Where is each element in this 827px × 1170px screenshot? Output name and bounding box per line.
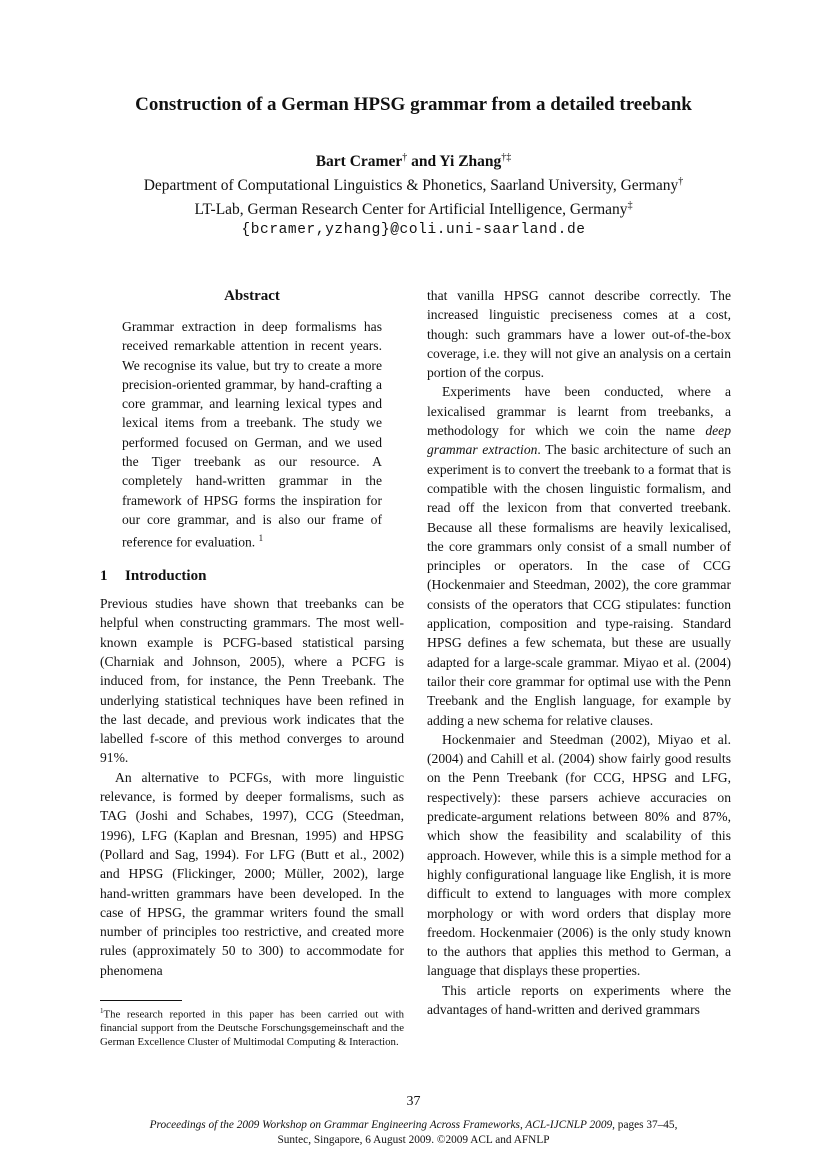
body-paragraph — [427, 382, 731, 729]
left-column — [100, 286, 404, 980]
author-name: Yi Zhang — [439, 153, 502, 171]
body-paragraph: Previous studies have shown that treebanks can be helpful when constructing grammars. The most well-known example is PCFG-based statistical parsing (Charniak and Johnson, 2005), where a PCFG is induced from, for instance, the Penn Treebank. The underlying statistical techniques have been refined in the last decade, and previous work indicates that the labelled f-score of this method converges to around 91%. — [100, 596, 404, 766]
body-paragraph: Hockenmaier and Steedman (2002), Miyao et al. (2004) and Cahill et al. (2004) show fairly good results on the Penn Treebank (for CCG, HPSG and LFG, respectively): these parsers achieve accuracies on predicate-argument relations between 80% and 87%, which show the feasibility and scalability of this approach. However, while this is a simple method for a highly configurational language like English, it is more difficult to extend to languages with more complex morphology or with word orders that display more freedom. Hockenmaier (2006) is the only study known to the authors that applies this method to German, a language that displays these properties. — [427, 731, 731, 979]
author-names — [0, 148, 827, 172]
author-email: {bcramer,yzhang}@coli.uni-saarland.de — [241, 222, 586, 239]
author-block — [0, 148, 827, 240]
abstract-paragraph: Grammar extraction in deep formalisms has received remarkable attention in recent years. We recognise its value, but try to create a more precision-oriented grammar, by hand-crafting a core grammar, and learning lexical types and lexical items from a treebank. The study we performed focused on German, and we used the Tiger treebank as our resource. A completely hand-written grammar in the framework of HPSG forms the inspiration for our core grammar, and is also our frame of reference for evaluation. — [122, 319, 382, 550]
affiliation-text: LT-Lab, German Research Center for Artificial Intelligence, Germany — [194, 201, 628, 219]
emphasized-term: deep grammar extraction — [427, 423, 731, 458]
paper-title: Construction of a German HPSG grammar from a detailed treebank — [135, 94, 692, 115]
footnote-mark: 1 — [100, 1007, 104, 1015]
affiliation-mark: † — [402, 152, 408, 163]
footnote-divider — [100, 1000, 182, 1001]
affiliation-mark: †‡ — [501, 152, 512, 163]
body-paragraph: This article reports on experiments where the advantages of hand-written and derived grammars — [427, 982, 731, 1017]
author-joiner: and — [407, 153, 440, 171]
right-column — [427, 286, 731, 1019]
page-number: 37 — [406, 1094, 421, 1109]
body-paragraph: An alternative to PCFGs, with more linguistic relevance, is formed by deeper formalisms, such as TAG (Joshi and Schabes, 1997), CCG (Steedman, 1996), LFG (Kaplan and Bresnan, 1995) and HPSG (Pollard and Sag, 1994). For LFG (Butt et al., 2002) and HPSG (Flickinger, 2000; Müller, 2002), large hand-written grammars have been developed. In the case of HPSG, the grammar writers found the small number of principles too restrictive, and created more rules (approximately 50 to 300) to accommodate for phenomena — [100, 769, 404, 978]
footnote-reference: 1 — [258, 533, 264, 544]
proceedings-line: Suntec, Singapore, 6 August 2009. ©2009 ACL and AFNLP — [277, 1134, 550, 1146]
affiliation-mark: † — [678, 176, 684, 188]
abstract-heading: Abstract — [224, 288, 280, 304]
author-name: Bart Cramer — [315, 153, 403, 171]
affiliation-line — [0, 172, 827, 196]
section-number: 1 — [100, 568, 108, 585]
affiliation-mark: ‡ — [627, 200, 633, 212]
section-heading — [100, 566, 404, 586]
proceedings-title: Proceedings of the 2009 Workshop on Grammar Engineering Across Frameworks, ACL-IJCNLP 2009 — [149, 1119, 613, 1131]
affiliation-line — [0, 196, 827, 220]
footnote-text: The research reported in this paper has been carried out with financial support from the Deutsche Forschungsgemeinschaft and the German Excellence Cluster of Multimodal Computing & Interaction. — [100, 1008, 404, 1048]
affiliation-text: Department of Computational Linguistics & Phonetics, Saarland University, Germany — [143, 177, 679, 195]
abstract-text — [122, 317, 382, 552]
paragraph-text: . The basic architecture of such an experiment is to convert the treebank to a format that is compatible with the chosen linguistic formalism, and read off the lexicon from that converted treebank. Because all these formalisms are heavily lexicalised, the core grammars only consist of a small number of principles or operators. In the case of CCG (Hockenmaier and Steedman, 2002), the core grammar consists of the operators that CCG stipulates: function application, composition and type-raising. Standard HPSG defines a few schemata, but these are usually adapted for a large-scale grammar. Miyao et al. (2004) tailor their core grammar for optimal use with the Penn Treebank and the English language, for example by adding a new schema for relative clauses. — [427, 442, 732, 728]
proceedings-pages: , pages 37–45, — [612, 1119, 678, 1131]
proceedings-line — [0, 1118, 827, 1133]
proceedings-footer — [0, 1118, 827, 1148]
paragraph-text: Experiments have been conducted, where a lexicalised grammar is learnt from treebanks, a methodology for which we coin the name — [427, 384, 731, 439]
body-paragraph: that vanilla HPSG cannot describe correctly. The increased linguistic preciseness comes at a cost, though: such grammars have a lower out-of-the-box coverage, i.e. they will not give an analysis on a certain portion of the corpus. — [427, 288, 731, 381]
footnote — [100, 1005, 404, 1049]
section-title: Introduction — [125, 568, 207, 585]
